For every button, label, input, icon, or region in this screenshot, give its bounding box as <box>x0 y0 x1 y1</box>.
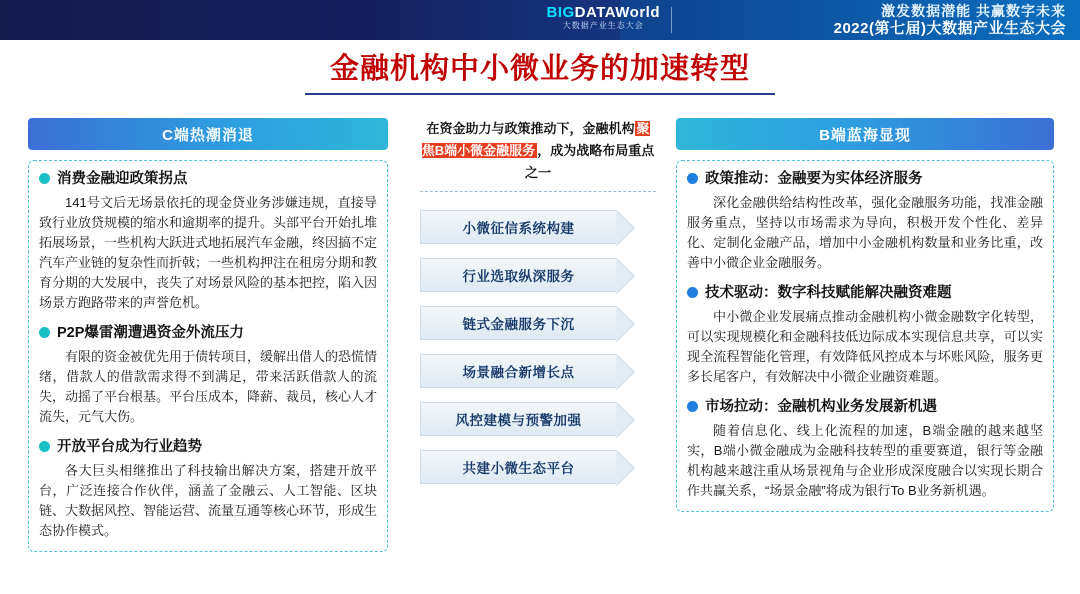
left-item-2-head <box>39 323 377 343</box>
middle-note <box>420 118 656 192</box>
right-item-3-head <box>687 397 1043 417</box>
conference-logo <box>547 4 661 31</box>
left-item-1-title: 消费金融迎政策拐点 <box>57 171 188 187</box>
bullet-icon <box>687 401 698 412</box>
header-slogan-block <box>834 3 1066 38</box>
right-item-1-head <box>687 169 1043 189</box>
arrow-step-4 <box>420 354 616 388</box>
left-item-1-head <box>39 169 377 189</box>
left-item-3-head <box>39 437 377 457</box>
middle-note-highlight: 聚焦B端小微金融服务 <box>421 121 650 158</box>
arrow-step-4-label: 场景融合新增长点 <box>462 365 575 380</box>
right-item-3 <box>687 397 1043 501</box>
left-item-1 <box>39 169 377 313</box>
bullet-icon <box>687 287 698 298</box>
brand-world-text: World <box>615 4 660 21</box>
brand-subtitle: 大数据产业生态大会 <box>562 21 644 30</box>
right-item-1 <box>687 169 1043 273</box>
right-item-1-title: 政策推动：金融要为实体经济服务 <box>705 171 923 187</box>
right-column-header: B端蓝海显现 <box>676 118 1054 150</box>
header-divider <box>671 7 672 33</box>
right-column-body <box>676 160 1054 512</box>
right-column <box>676 118 1054 512</box>
title-underline <box>305 93 775 95</box>
bullet-icon <box>39 327 50 338</box>
right-item-2-head <box>687 283 1043 303</box>
arrow-step-5-label: 风控建模与预警加强 <box>455 413 582 428</box>
middle-note-before: 在资金助力与政策推动下，金融机构 <box>426 121 635 136</box>
arrow-step-1 <box>420 210 616 244</box>
right-item-2-title: 技术驱动：数字科技赋能解决融资难题 <box>705 285 952 301</box>
right-item-3-title: 市场拉动：金融机构业务发展新机遇 <box>705 399 937 415</box>
brand-big-text: BIG <box>546 4 575 21</box>
left-column <box>28 118 388 552</box>
right-item-1-body: 深化金融供给结构性改革，强化金融服务功能，找准金融服务重点，坚持以市场需求为导向，积极开发个性化、差异化、定制化金融产品，增加中小金融机构数量和业务比重，改善中小微企业金融服务。 <box>687 195 1043 270</box>
arrow-step-2 <box>420 258 616 292</box>
left-item-2-title: P2P爆雷潮遭遇资金外流压力 <box>57 325 244 341</box>
arrow-step-2-label: 行业选取纵深服务 <box>462 269 575 284</box>
right-item-2 <box>687 283 1043 387</box>
left-item-1-body: 141号文后无场景依托的现金贷业务涉嫌违规，直接导致行业放贷规模的缩水和逾期率的提升。头部平台开始扎堆拓展场景，一些机构大跃进式地拓展汽车金融，终因搞不定汽车产业链的复杂性而折戟；一些机构押注在租房分期和教育分期的大发展中，丧失了对场景风险的基本把控，陷入因场景方跑路带来的声誉危机。 <box>39 195 378 310</box>
left-column-header: C端热潮消退 <box>28 118 388 150</box>
arrow-step-6 <box>420 450 616 484</box>
arrow-step-3-label: 链式金融服务下沉 <box>462 317 575 332</box>
arrow-step-3 <box>420 306 616 340</box>
page-title: 金融机构中小微业务的加速转型 <box>329 53 750 85</box>
brand-data-text: DATA <box>574 4 616 21</box>
left-item-3-title: 开放平台成为行业趋势 <box>57 439 202 455</box>
left-item-3 <box>39 437 377 541</box>
right-item-2-body: 中小微企业发展痛点推动金融机构小微金融数字化转型，可以实现规模化和金融科技低边际成本实现信息共享，可以实现全流程智能化管理，有效降低风控成本与坏账风险，服务更多长尾客户，有效解决中小微企业融资难题。 <box>687 309 1043 384</box>
arrow-step-6-label: 共建小微生态平台 <box>462 461 575 476</box>
bullet-icon <box>687 173 698 184</box>
left-item-2 <box>39 323 377 427</box>
slide-header <box>0 0 1080 40</box>
arrow-step-5 <box>420 402 616 436</box>
page-title-wrap <box>0 46 1080 91</box>
left-item-2-body: 有限的资金被优先用于债转项目，缓解出借人的恐慌情绪，借款人的借款需求得不到满足，带来活跃借款人的流失，动摇了平台根基。平台压成本，降薪、裁员，核心人才流失，元气大伤。 <box>39 349 378 424</box>
header-event-name: 2022(第七届)大数据产业生态大会 <box>833 20 1066 37</box>
header-slogan: 激发数据潜能 共赢数字未来 <box>881 3 1066 19</box>
brand-wordmark <box>547 4 661 21</box>
left-item-3-body: 各大巨头相继推出了科技输出解决方案，搭建开放平台，广泛连接合作伙伴，涵盖了金融云、人工智能、区块链、大数据风控、智能运营、流量互通等核心环节，形成生态协作模式。 <box>39 463 378 538</box>
bullet-icon <box>39 173 50 184</box>
header-left-strip <box>0 0 620 40</box>
bullet-icon <box>39 441 50 452</box>
middle-column <box>420 118 656 498</box>
middle-note-after: ，成为战略布局重点之一 <box>524 143 655 180</box>
arrow-step-1-label: 小微征信系统构建 <box>462 221 575 236</box>
right-item-3-body: 随着信息化、线上化流程的加速，B端金融的越来越坚实，B端小微金融成为金融科技转型的重要赛道，银行等金融机构越来越注重从场景视角与企业形成深度融合以实现长期合作共赢关系，“场景金融”将成为银行To B业务新机遇。 <box>687 423 1043 498</box>
left-column-body <box>28 160 388 552</box>
